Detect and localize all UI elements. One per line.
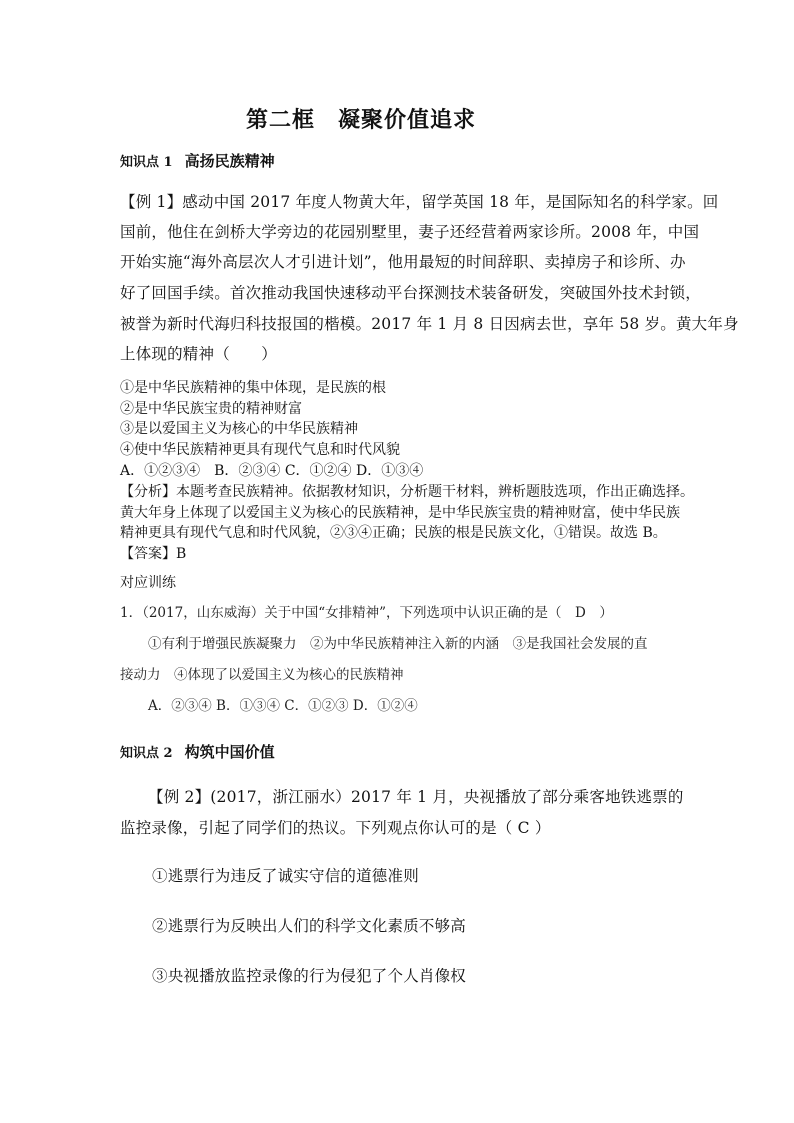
option-item: ②是中华民族宝贵的精神财富	[120, 401, 302, 417]
option-item: ④使中华民族精神更具有现代气息和时代风貌	[120, 442, 400, 458]
answer-choices: A．①②③④ B．②③④ C．①②④ D．①③④	[120, 463, 424, 479]
example-text-line: 上体现的精神（ ）	[120, 345, 278, 363]
example-text-line: 【例 1】感动中国 2017 年度人物黄大年，留学英国 18 年，是国际知名的科学家。回	[120, 193, 719, 211]
option-item: ③央视播放监控录像的行为侵犯了个人肖像权	[152, 967, 467, 985]
section-label: 知识点 2	[120, 746, 173, 761]
answer-line: 【答案】B	[120, 546, 187, 562]
example2-line: 【例 2】(2017，浙江丽水）2017 年 1 月，央视播放了部分乘客地铁逃票的	[148, 788, 684, 806]
question-1-choices: A．②③④ B．①③④ C．①②③ D．①②④	[148, 698, 418, 714]
question-1-options: ①有利于增强民族凝聚力 ②为中华民族精神注入新的内涵 ③是我国社会发展的直	[148, 636, 648, 652]
section-heading-2	[120, 741, 275, 762]
example2-line: 监控录像，引起了同学们的热议。下列观点你认可的是（ C ）	[120, 819, 551, 837]
example-text-line: 国前，他住在剑桥大学旁边的花园别墅里，妻子还经营着两家诊所。2008 年，中国	[120, 223, 700, 241]
question-1: 1．（2017，山东威海）关于中国“女排精神”，下列选项中认识正确的是（ D ）	[120, 605, 613, 621]
question-1-options: 接动力 ④体现了以爱国主义为核心的民族精神	[120, 667, 404, 683]
section-heading-1	[120, 150, 275, 171]
section-label: 知识点 1	[120, 155, 173, 170]
example-text-line: 开始实施“海外高层次人才引进计划”，他用最短的时间辞职、卖掉房子和诊所、办	[120, 253, 686, 271]
analysis-line: 黄大年身上体现了以爱国主义为核心的民族精神，是中华民族宝贵的精神财富，使中华民族	[120, 505, 680, 521]
section-title: 构筑中国价值	[184, 743, 275, 761]
option-item: ①逃票行为违反了诚实守信的道德准则	[152, 867, 419, 885]
example-text-line: 好了回国手续。首次推动我国快速移动平台探测技术装备研发，突破国外技术封锁，	[120, 284, 701, 302]
option-item: ①是中华民族精神的集中体现，是民族的根	[120, 380, 386, 396]
section-title: 高扬民族精神	[184, 152, 275, 170]
option-item: ②逃票行为反映出人们的科学文化素质不够高	[152, 917, 467, 935]
training-heading: 对应训练	[120, 575, 176, 591]
example-text-line: 被誉为新时代海归科技报国的楷模。2017 年 1 月 8 日因病去世，享年 58 岁。黄大年身	[120, 315, 739, 333]
page-title: 第二框 凝聚价值追求	[246, 107, 477, 133]
option-item: ③是以爱国主义为核心的中华民族精神	[120, 421, 358, 437]
analysis-line: 【分析】本题考查民族精神。依据教材知识，分析题干材料，辨析题肢选项，作出正确选择。	[120, 484, 694, 500]
analysis-line: 精神更具有现代气息和时代风貌，②③④正确；民族的根是民族文化，①错误。故选 B。	[120, 525, 667, 541]
